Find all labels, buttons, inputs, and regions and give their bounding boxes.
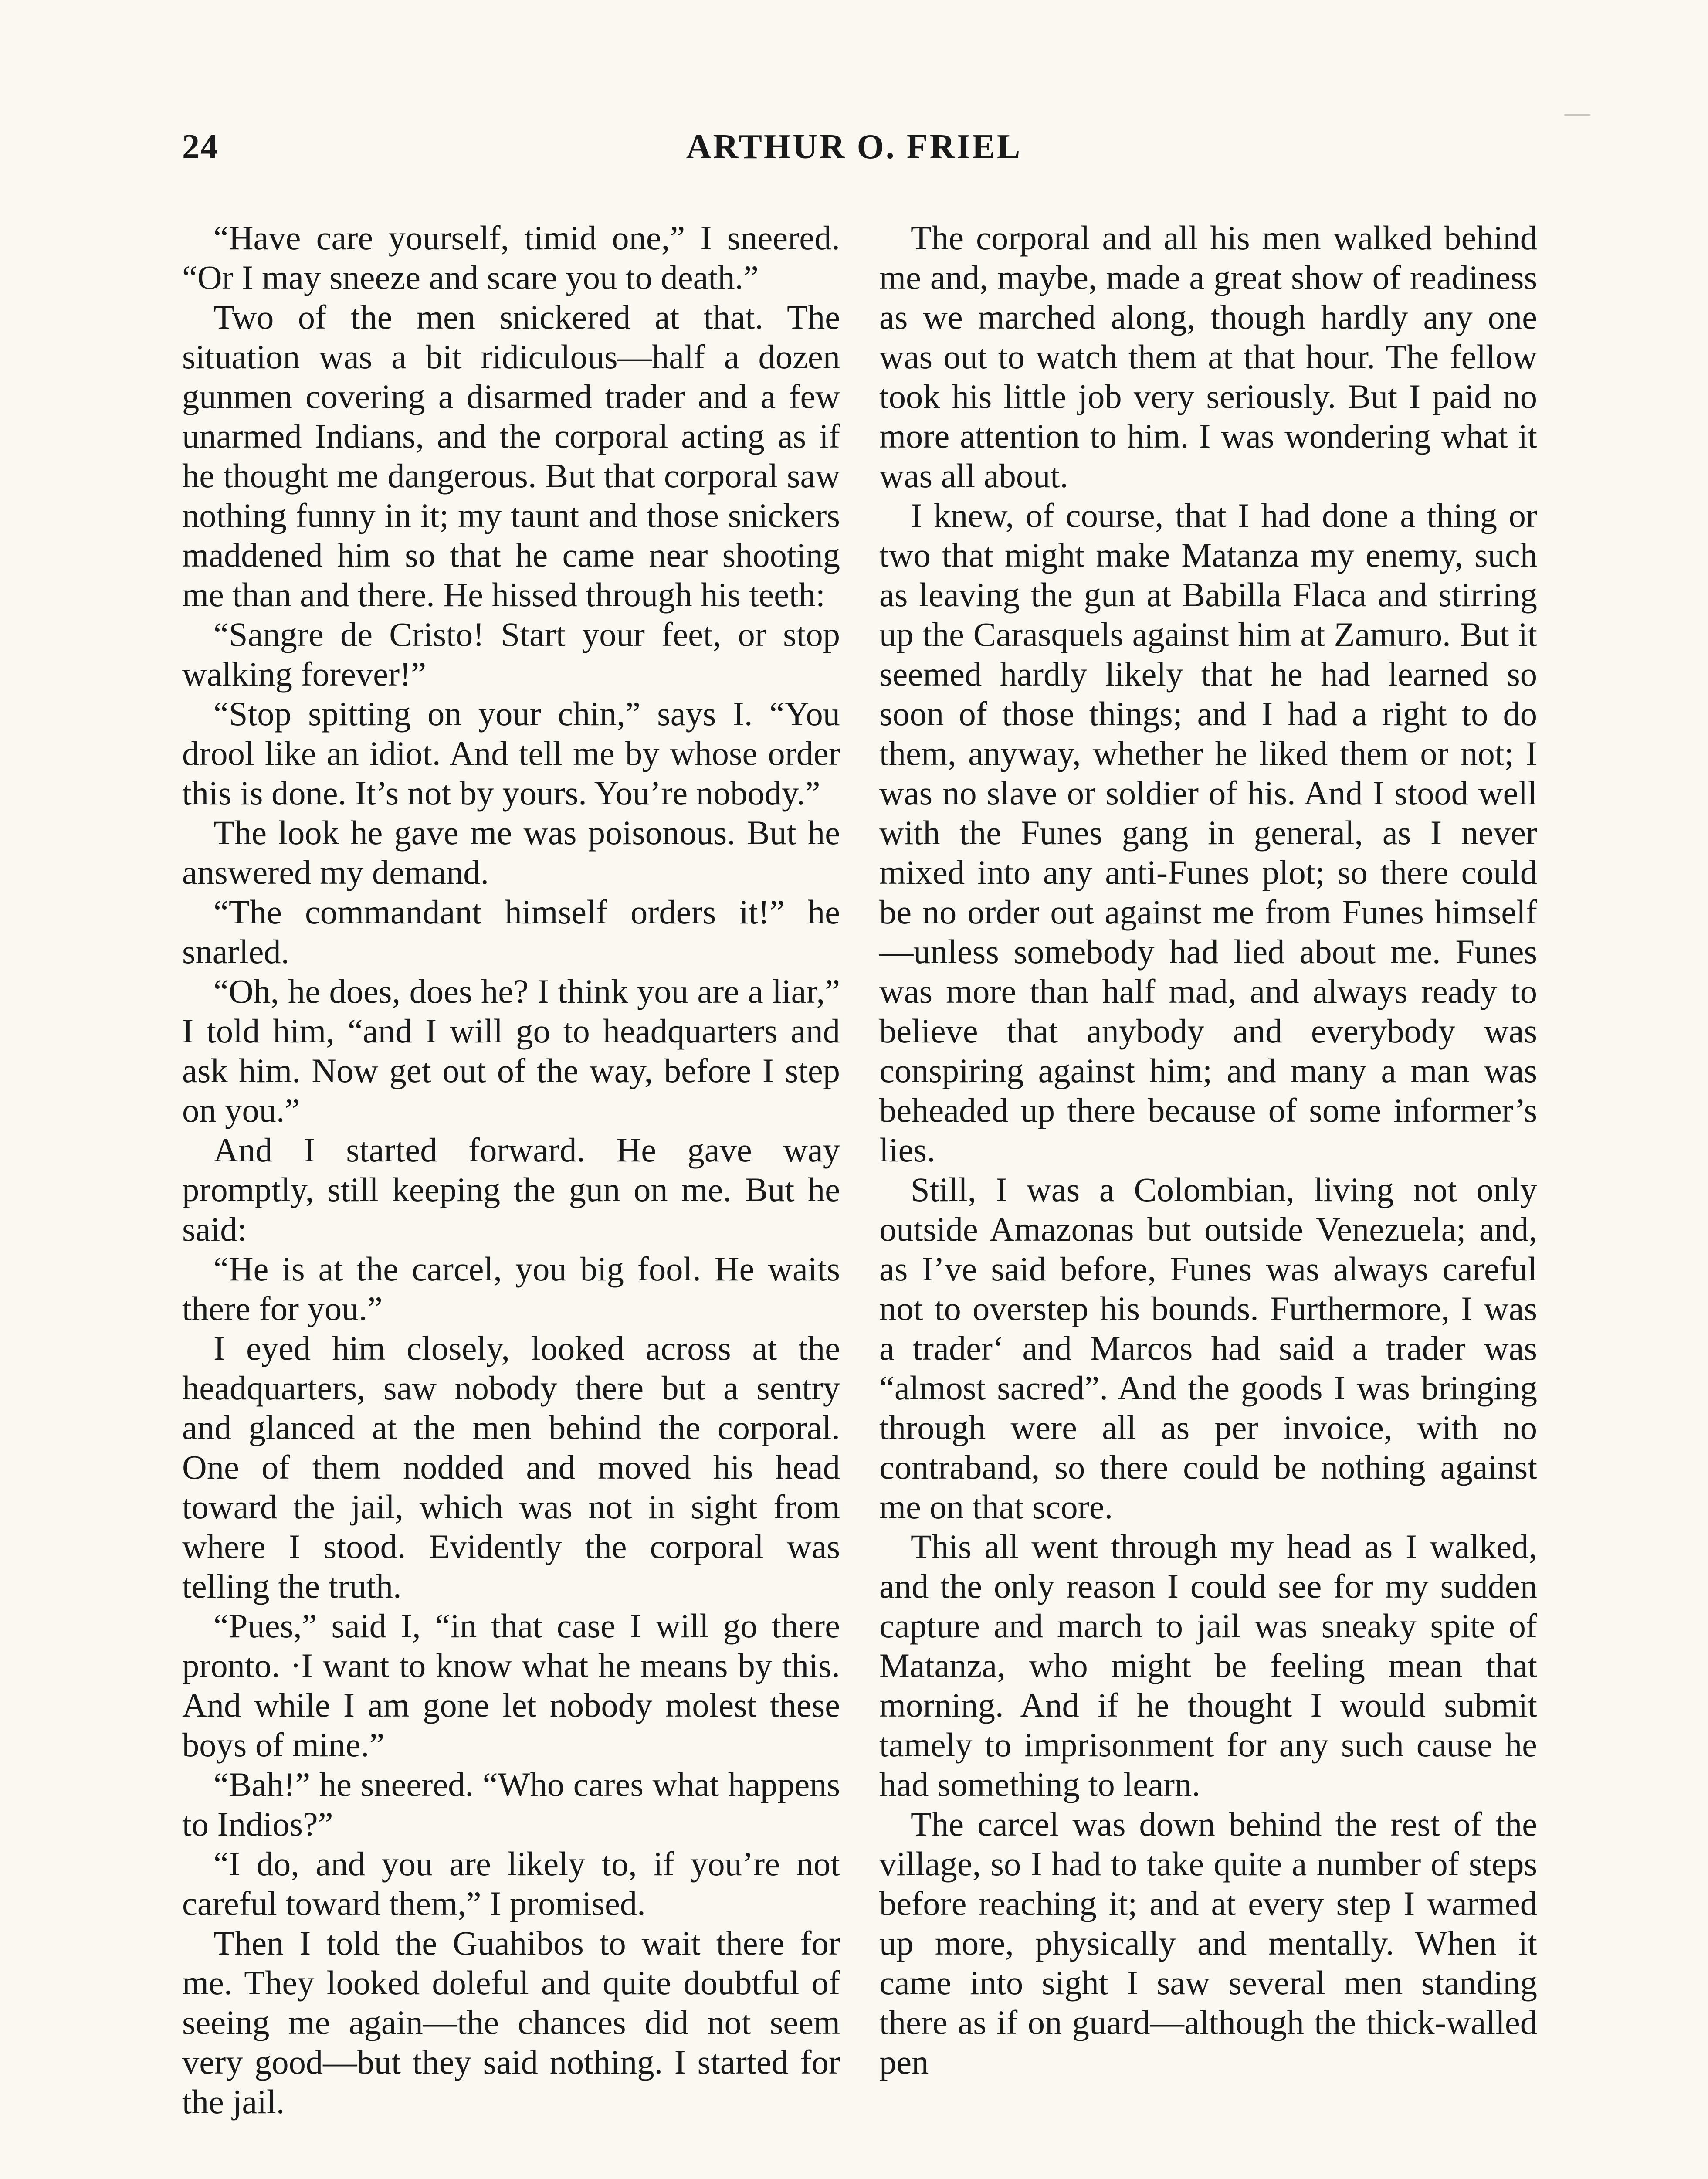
paragraph: And I started forward. He gave way promptly, still keeping the gun on me. But he said: bbox=[182, 1131, 840, 1248]
paragraph: “He is at the carcel, you big fool. He waits there for you.” bbox=[182, 1250, 840, 1327]
paragraph: The look he gave me was poisonous. But he answered my demand. bbox=[182, 814, 840, 891]
page-number: 24 bbox=[182, 128, 219, 166]
paragraph: “Oh, he does, does he? I think you are a liar,” I told him, “and I will go to headquarters and ask him. Now get out of the way, before I step on you.” bbox=[182, 972, 840, 1129]
paragraph: The carcel was down behind the rest of the village, so I had to take quite a number of steps before reaching it; and at every step I warmed up more, physically and mentally. When it came into sight I saw several men standing there as if on guard—although the thick-walled pen bbox=[879, 1805, 1537, 2081]
paragraph: This all went through my head as I walked, and the only reason I could see for my sudden capture and march to jail was sneaky spite of Matanza, who might be feeling mean that morning. And if he thought I would submit tamely to imprisonment for any such cause he had something to learn. bbox=[879, 1527, 1537, 1803]
paragraph: Then I told the Guahibos to wait there for me. They looked doleful and quite doubtful of seeing me again—the chances did not seem very good—but they said nothing. I started for the jail. bbox=[182, 1924, 840, 2121]
scan-mark bbox=[1564, 114, 1590, 116]
paragraph: “I do, and you are likely to, if you’re not careful toward them,” I promised. bbox=[182, 1845, 840, 1922]
paragraph: “Have care yourself, timid one,” I sneered. “Or I may sneeze and scare you to death.” bbox=[182, 219, 840, 296]
paragraph: Two of the men snickered at that. The situation was a bit ridiculous—half a dozen gunmen covering a disarmed trader and a few unarmed Indians, and the corporal acting as if he thought me dangerous. But that corporal saw nothing funny in it; my taunt and those snickers maddened him so that he came near shooting me than and there. He hissed through his teeth: bbox=[182, 298, 840, 614]
paragraph: “Pues,” said I, “in that case I will go there pronto. ·I want to know what he means by this. And while I am gone let nobody molest these boys of mine.” bbox=[182, 1607, 840, 1764]
paragraph: “The commandant himself orders it!” he snarled. bbox=[182, 893, 840, 971]
paragraph: I eyed him closely, looked across at the headquarters, saw nobody there but a sentry and glanced at the men behind the corporal. One of them nodded and moved his head toward the jail, which was not in sight from where I stood. Evidently the corporal was telling the truth. bbox=[182, 1329, 840, 1605]
running-head: ARTHUR O. FRIEL bbox=[686, 128, 1022, 166]
paragraph: I knew, of course, that I had done a thing or two that might make Matanza my enemy, such as leaving the gun at Babilla Flaca and stirring up the Carasquels against him at Zamuro. But it seemed hardly likely that he had learned so soon of those things; and I had a right to do them, anyway, whether he liked them or not; I was no slave or soldier of his. And I stood well with the Funes gang in general, as I never mixed into any anti-Funes plot; so there could be no order out against me from Funes himself —unless somebody had lied about me. Funes was more than half mad, and always ready to believe that anybody and everybody was conspiring against him; and many a man was beheaded up there because of some informer’s lies. bbox=[879, 496, 1537, 1169]
paragraph: “Sangre de Cristo! Start your feet, or stop walking forever!” bbox=[182, 615, 840, 693]
paragraph: Still, I was a Colombian, living not only outside Amazonas but outside Venezuela; and, as I’ve said before, Funes was always careful not to overstep his bounds. Furthermore, I was a trader‘ and Marcos had said a trader was “almost sacred”. And the goods I was bringing through were all as per invoice, with no contraband, so there could be nothing against me on that score. bbox=[879, 1171, 1537, 1526]
right-column bbox=[879, 218, 1537, 2082]
left-column bbox=[182, 218, 840, 2121]
paragraph: “Stop spitting on your chin,” says I. “You drool like an idiot. And tell me by whose order this is done. It’s not by yours. You’re nobody.” bbox=[182, 695, 840, 812]
paragraph: “Bah!” he sneered. “Who cares what happens to Indios?” bbox=[182, 1765, 840, 1843]
paragraph: The corporal and all his men walked behind me and, maybe, made a great show of readiness as we marched along, though hardly any one was out to watch them at that hour. The fellow took his little job very seriously. But I paid no more attention to him. I was wondering what it was all about. bbox=[879, 219, 1537, 495]
